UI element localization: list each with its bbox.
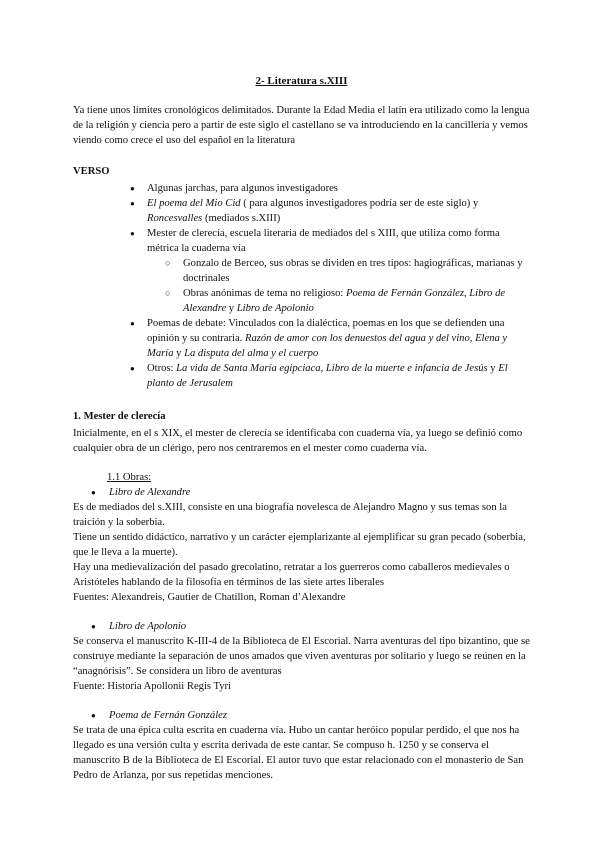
list-item: ● El poema del Mio Cid ( para algunos investigadores podría ser de este siglo) y Roncesvalles (mediados s.XIII) (73, 196, 530, 226)
verso-heading: VERSO (73, 166, 110, 177)
work-title: ● Libro de Apolonio (73, 619, 530, 634)
list-item: ● Mester de clerecía, escuela literaria de mediados del s XIII, que utiliza como forma métrica la cuaderna vía ○ Gonzalo de Berceo, sus obras se dividen en tres tipos: hagiográficas, marianas y doctrinales ○ Obras anónimas de tema no religioso: Poema de Fernán González, Libro de Alexandre y Libro de Apolonio (73, 226, 530, 316)
list-item: ● Algunas jarchas, para algunos investigadores (73, 181, 530, 196)
sub-list-item: ○ Obras anónimas de tema no religioso: Poema de Fernán González, Libro de Alexandre y Libro de Apolonio (73, 286, 530, 316)
sub-list (147, 256, 530, 316)
work-title: ● Poema de Fernán González (73, 708, 530, 723)
work-paragraph: Tiene un sentido didáctico, narrativo y un carácter ejemplarizante al ejemplificar su gran pecado (soberbia, que le lleva a la muerte). (73, 532, 526, 558)
verso-list (73, 181, 530, 391)
sub-list-item: ○ Gonzalo de Berceo, sus obras se dividen en tres tipos: hagiográficas, marianas y doctrinales (73, 256, 530, 286)
section-intro: Inicialmente, en el s XIX, el mester de clerecía se identificaba con cuaderna vía, ya luego se definió como cualquier obra de un clérigo, pero nos centraremos en el mester como cuaderna vía. (73, 428, 523, 454)
work-paragraph: Fuente: Historia Apollonii Regis Tyri (73, 681, 231, 692)
section-heading: 1. Mester de clerecía (73, 411, 166, 422)
sub-heading: 1.1 Obras: (107, 472, 152, 483)
intro-paragraph: Ya tiene unos límites cronológicos delimitados. Durante la Edad Media el latín era utilizado como la lengua de la religión y ciencia pero a partir de este siglo el castellano se va introduciendo en la cancillería y vemos viendo como crece el uso del español en la literatura (73, 105, 530, 146)
list-item: ● Otros: La vida de Santa María egipciaca, Libro de la muerte e infancia de Jesús y El planto de Jerusalem (73, 361, 530, 391)
page-title: 2- Literatura s.XIII (255, 75, 348, 87)
work-paragraph: Fuentes: Alexandreis, Gautier de Chatillon, Roman d’Alexandre (73, 592, 346, 603)
work-title: ● Libro de Alexandre (73, 485, 530, 500)
work-paragraph: Hay una medievalización del pasado grecolatino, retratar a los guerreros como caballeros medievales o Aristóteles hablando de la filosofía en términos de las siete artes liberales (73, 562, 510, 588)
work-paragraph: Es de mediados del s.XIII, consiste en una biografía novelesca de Alejandro Magno y sus temas son la traición y la soberbia. (73, 502, 507, 528)
list-item: ● Poemas de debate: Vinculados con la dialéctica, poemas en los que se defienden una opinión y su contraria. Razón de amor con los denuestos del agua y del vino, Elena y María y La disputa del alma y el cuerpo (73, 316, 530, 361)
work-paragraph: Se trata de una épica culta escrita en cuaderna vía. Hubo un cantar heróico popular perdido, el que nos ha llegado es una versión culta y escrita derivada de este cantar. Se compuso h. 1250 y se conserva el manuscrito B de la Biblioteca de El Escorial. El autor tuvo que estar relacionado con el monasterio de San Pedro de Arlanza, por sus repetidas menciones. (73, 725, 524, 781)
work-paragraph: Se conserva el manuscrito K-III-4 de la Biblioteca de El Escorial. Narra aventuras del tipo bizantino, que se construye mediante la separación de unos amados que viven aventuras por solitario y luego se reúnen en la “anagnórisis”. Se considera un libro de aventuras (73, 636, 530, 677)
